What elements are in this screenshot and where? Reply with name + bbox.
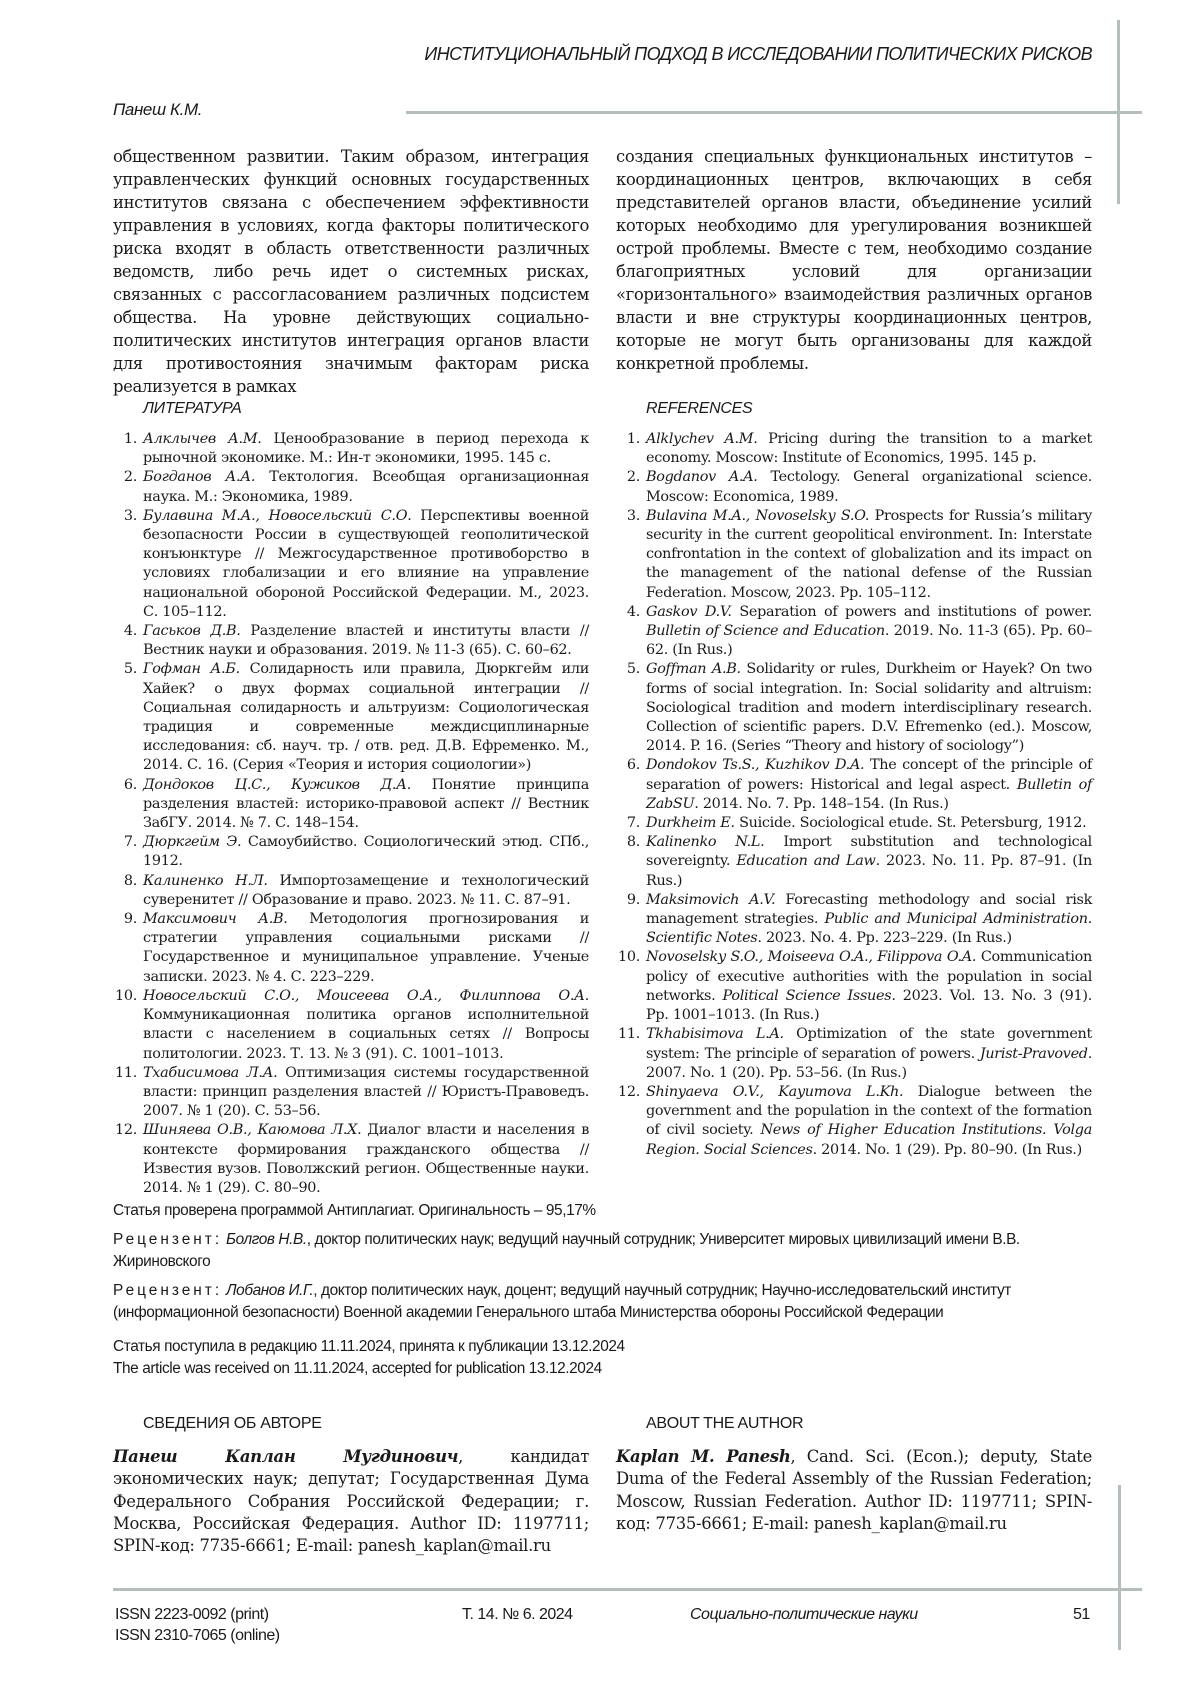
references-section xyxy=(616,400,1092,1160)
ref-tail: . 2019. No. 11-3 (65). Pp. 60–62. (In Rus.) xyxy=(646,623,1092,659)
literature-item xyxy=(113,987,589,1064)
ref-number: 3. xyxy=(626,507,640,524)
ref-authors: Alklychev A.M. xyxy=(646,431,758,447)
reference-item xyxy=(616,603,1092,661)
reference-item xyxy=(616,948,1092,1025)
reference-item xyxy=(616,833,1092,891)
ref-text: Separation of powers and institutions of power. xyxy=(731,603,1092,620)
ref-authors: Bogdanov A.A. xyxy=(646,469,758,486)
ref-authors: Shinyaeva O.V., Kayumova L.Kh. xyxy=(646,1083,904,1100)
author-heading-ru: СВЕДЕНИЯ ОБ АВТОРЕ xyxy=(143,1415,322,1432)
reference-item xyxy=(616,814,1092,833)
reviewer-label: Рецензент: xyxy=(113,1231,223,1248)
ref-number: 5. xyxy=(626,661,640,678)
ref-number: 2. xyxy=(626,469,640,486)
ref-journal: Jurist-Pravoved xyxy=(979,1045,1088,1062)
ref-text: Tectology. General organizational science. Moscow: Economica, 1989. xyxy=(646,469,1092,505)
literature-item xyxy=(113,507,589,622)
ref-text: Solidarity or rules, Durkheim or Hayek? On two forms of social integration. In: Social solidarity and altruism: Sociological tradition and modern interdisciplinary research. Collection of scientific papers. D.V. Efremenko (ed.). Moscow, 2014. P. 16. (Series “Theory and history of sociology”) xyxy=(646,661,1092,755)
ref-text: Import substitution and technological sovereignty. xyxy=(646,834,1092,870)
ref-tail: . 2023. Vol. 13. No. 3 (91). Pp. 1001–1013. (In Rus.) xyxy=(646,987,1092,1024)
reference-item xyxy=(616,468,1092,506)
author-name-ru: Панеш Каплан Мугдинович xyxy=(113,1447,459,1466)
ref-tail: . 2014. No. 1 (29). Pp. 80–90. (In Rus.) xyxy=(812,1141,1082,1158)
ref-text: Разделение властей и институты власти // Вестник науки и образования. 2019. № 11-3 (65). С. 60–62. xyxy=(143,623,589,659)
ref-text: Forecasting methodology and social risk management strategies. xyxy=(646,891,1093,928)
reviewer-details: , доктор политических наук, доцент; ведущий научный сотрудник; Научно-исследовательский институт (информационной безопасности) Военной академии Генерального штаба Министерства обороны Российской Федерации xyxy=(113,1282,1011,1321)
footer-issn xyxy=(115,1604,280,1646)
ref-tail: . 2014. No. 7. Pp. 148–154. (In Rus.) xyxy=(694,795,949,812)
ref-authors: Дондоков Ц.С., Кужиков Д.А. xyxy=(143,776,412,793)
ref-number: 4. xyxy=(123,623,137,640)
ref-number: 10. xyxy=(618,949,640,966)
ref-text: Оптимизация системы государственной власти: принцип разделения властей // Юристъ-Правоведъ. 2007. № 1 (20). С. 53–56. xyxy=(143,1064,589,1120)
ref-authors: Максимович А.В. xyxy=(143,911,288,928)
literature-list xyxy=(113,430,589,1198)
ref-text: Dialogue between the government and the population in the context of the formation of civil society. xyxy=(646,1083,1093,1139)
literature-item xyxy=(113,1064,589,1122)
reviewer-1 xyxy=(113,1229,1103,1273)
ref-authors: Богданов А.А. xyxy=(143,469,256,486)
ref-number: 2. xyxy=(123,469,137,486)
ref-text: Suicide. Sociological etude. St. Petersburg, 1912. xyxy=(734,815,1087,832)
ref-text: Тектология. Всеобщая организационная наука. М.: Экономика, 1989. xyxy=(143,469,589,505)
body-column-right xyxy=(616,145,1092,375)
author-bio-en: , Cand. Sci. (Econ.); deputy, State Duma of the Federal Assembly of the Russian Federation; Moscow, Russian Federation. Author ID: 1197711; SPIN-код: 7735-6661; E-mail: panesh_kaplan@mail.ru xyxy=(616,1447,1092,1533)
references-list xyxy=(616,430,1092,1160)
body-column-left xyxy=(113,145,589,398)
footer-rule xyxy=(113,1588,1142,1591)
antiplagiat-note: Статья проверена программой Антиплагиат. Оригинальность – 95,17% xyxy=(113,1202,596,1219)
reference-item xyxy=(616,660,1092,756)
ref-authors: Булавина М.А., Новосельский С.О. xyxy=(143,507,412,524)
author-bio-ru: , кандидат экономических наук; депутат; Государственная Дума Федерального Собрания Российской Федерации; г. Москва, Российская Федерация. Author ID: 1197711; SPIN-код: 7735-6661; E-mail: panesh_kaplan@mail.ru xyxy=(113,1447,589,1556)
ref-journal: Bulletin of Science and Education xyxy=(646,623,885,640)
ref-number: 8. xyxy=(626,834,640,851)
ref-number: 11. xyxy=(618,1026,640,1043)
received-date-ru: Статья поступила в редакцию 11.11.2024, принята к публикации 13.12.2024 xyxy=(113,1338,625,1355)
author-name-en: Kaplan M. Panesh xyxy=(616,1447,791,1466)
references-heading: REFERENCES xyxy=(646,400,753,417)
reviewer-2 xyxy=(113,1280,1103,1324)
ref-number: 3. xyxy=(123,507,137,524)
ref-number: 4. xyxy=(626,603,640,620)
ref-text: Ценообразование в период перехода к рыночной экономике. М.: Ин-т экономики, 1995. 145 с. xyxy=(143,431,590,467)
ref-authors: Tkhabisimova L.A. xyxy=(646,1026,784,1043)
body-paragraph-right: создания специальных функциональных институтов – координационных центров, включающих в себя представителей органов власти, объединение усилий которых необходимо для урегулирования возникшей острой проблемы. Вместе с тем, необходимо создание благоприятных условий для организации «горизонтального» взаимодействия различных органов власти и вне структуры координационных центров, которые не могут быть организованы для каждой конкретной проблемы. xyxy=(616,147,1092,373)
author-info-ru xyxy=(113,1415,589,1557)
running-author: Панеш К.М. xyxy=(113,100,203,119)
ref-number: 12. xyxy=(618,1083,640,1100)
author-details-en xyxy=(616,1446,1092,1535)
running-title: ИНСТИТУЦИОНАЛЬНЫЙ ПОДХОД В ИССЛЕДОВАНИИ ПОЛИТИЧЕСКИХ РИСКОВ xyxy=(424,44,1092,64)
literature-item xyxy=(113,468,589,506)
ref-authors: Bulavina M.A., Novoselsky S.O. xyxy=(646,507,870,524)
ref-number: 8. xyxy=(123,872,137,889)
header-rule xyxy=(406,111,1142,114)
footer-volume: Т. 14. № 6. 2024 xyxy=(462,1606,573,1623)
decorative-vertical-line-top xyxy=(1117,20,1120,204)
ref-text: The concept of the principle of separation of powers: Historical and legal aspect. xyxy=(646,757,1093,793)
article-meta xyxy=(113,1200,1103,1380)
ref-authors: Шиняева О.В., Каюмова Л.Х. xyxy=(143,1122,362,1139)
ref-number: 1. xyxy=(123,431,137,447)
literature-item xyxy=(113,622,589,660)
reviewer-name: Лобанов И.Г. xyxy=(226,1282,314,1299)
ref-authors: Novoselsky S.O., Moiseeva O.A., Filippova O.A. xyxy=(646,949,977,966)
issn-online: ISSN 2310-7065 (online) xyxy=(115,1627,280,1644)
reference-item xyxy=(616,1025,1092,1083)
issn-print: ISSN 2223-0092 (print) xyxy=(115,1606,269,1623)
ref-text: Communication policy of executive authorities with the population in social networks. xyxy=(646,949,1093,1004)
literature-item xyxy=(113,1121,589,1198)
ref-tail: . 2023. No. 11. Pp. 87–91. (In Rus.) xyxy=(646,853,1092,889)
reference-item xyxy=(616,1083,1092,1160)
literature-item xyxy=(113,430,589,468)
ref-text: Солидарность или правила, Дюркгейм или Хайек? о двух формах социальной интеграции // Социальная солидарность и альтруизм: Социологическая традиция и современные междисциплинарные исследования: сб. науч. тр. / отв. ред. Д.В. Ефременко. М., 2014. С. 16. (Серия «Теория и история социологии») xyxy=(143,661,590,774)
ref-text: Prospects for Russia’s military security in the current geopolitical environment. In: Interstate confrontation in the context of globalization and its impact on the management of the national defense of the Russian Federation. Moscow, 2023. Pp. 105–112. xyxy=(646,507,1092,601)
ref-number: 6. xyxy=(626,757,640,774)
ref-text: Понятие принципа разделения властей: историко-правовой аспект // Вестник ЗабГУ. 2014. № 7. С. 148–154. xyxy=(143,776,589,832)
reviewer-name: Болгов Н.В. xyxy=(226,1231,307,1248)
ref-number: 7. xyxy=(123,834,137,851)
ref-authors: Тхабисимова Л.А. xyxy=(143,1064,278,1081)
page-number: 51 xyxy=(1073,1606,1090,1623)
ref-tail: . 2023. No. 4. Pp. 223–229. (In Rus.) xyxy=(757,930,1012,947)
ref-journal: Public and Municipal Administration. Scientific Notes xyxy=(646,911,1092,947)
literature-heading: ЛИТЕРАТУРА xyxy=(143,400,242,417)
ref-authors: Durkheim E. xyxy=(646,815,735,832)
footer-journal-title: Социально-политические науки xyxy=(690,1606,918,1623)
ref-text: Самоубийство. Социологический этюд. СПб., 1912. xyxy=(143,834,589,870)
ref-authors: Гаськов Д.В. xyxy=(143,623,241,640)
ref-authors: Kalinenko N.L. xyxy=(646,834,765,851)
ref-authors: Гофман А.Б. xyxy=(143,661,240,678)
ref-number: 6. xyxy=(123,776,137,793)
ref-authors: Maksimovich A.V. xyxy=(646,891,776,908)
ref-text: Импортозамещение и технологический суверенитет // Образование и право. 2023. № 11. С. 87–91. xyxy=(143,872,590,908)
received-date-en: The article was received on 11.11.2024, accepted for publication 13.12.2024 xyxy=(113,1360,602,1377)
ref-number: 11. xyxy=(115,1064,137,1081)
ref-number: 9. xyxy=(123,911,137,928)
ref-journal: Bulletin of ZabSU xyxy=(646,776,1092,812)
decorative-vertical-line-bottom xyxy=(1118,1485,1121,1650)
ref-text: Pricing during the transition to a market economy. Moscow: Institute of Economics, 1995. 145 p. xyxy=(646,431,1093,467)
literature-item xyxy=(113,776,589,834)
body-paragraph-left: общественном развитии. Таким образом, интеграция управленческих функций основных государственных институтов связана с обеспечением эффективности управления в условиях, когда факторы политического риска входят в область ответственности различных ведомств, либо речь идет о системных рисках, связанных с рассогласованием различных подсистем общества. На уровне действующих социально-политических институтов интеграция органов власти для противостояния значимым факторам риска реализуется в рамках xyxy=(113,147,589,396)
ref-tail: . 2007. No. 1 (20). Pp. 53–56. (In Rus.) xyxy=(646,1045,1092,1081)
reviewer-label: Рецензент: xyxy=(113,1282,223,1299)
reference-item xyxy=(616,430,1092,468)
ref-authors: Новосельский С.О., Моисеева О.А., Филиппова О.А. xyxy=(143,987,589,1004)
ref-text: Перспективы военной безопасности России в существующей геополитической конъюнктуре // Межгосударственное противоборство в условиях глобализации и его влияние на управление национальной обороной Российской Федерации. М., 2023. С. 105–112. xyxy=(143,507,590,620)
reviewer-details: , доктор политических наук; ведущий научный сотрудник; Университет мировых цивилизаций имени В.В. Жириновского xyxy=(113,1231,1020,1270)
reference-item xyxy=(616,756,1092,814)
literature-item xyxy=(113,660,589,775)
literature-item xyxy=(113,833,589,871)
ref-text: Optimization of the state government system: The principle of separation of powers. xyxy=(646,1026,1092,1062)
ref-text: Методология прогнозирования и стратегии управления социальными рисками // Государственное и муниципальное управление. Ученые записки. 2023. № 4. С. 223–229. xyxy=(143,911,589,985)
ref-journal: News of Higher Education Institutions. Volga Region. Social Sciences xyxy=(646,1122,1092,1158)
ref-journal: Political Science Issues xyxy=(722,987,892,1004)
ref-number: 5. xyxy=(123,661,137,678)
ref-authors: Дюркгейм Э. xyxy=(143,834,242,851)
author-heading-en: ABOUT THE AUTHOR xyxy=(646,1415,804,1432)
literature-item xyxy=(113,910,589,987)
ref-text: Диалог власти и населения в контексте формирования гражданского общества // Известия вузов. Поволжский регион. Общественные науки. 2014. № 1 (29). С. 80–90. xyxy=(143,1122,590,1196)
ref-number: 12. xyxy=(115,1122,137,1139)
ref-text: Коммуникационная политика органов исполнительной власти с населением в социальных сетях // Вопросы политологии. 2023. Т. 13. № 3 (91). С. 1001–1013. xyxy=(143,1007,589,1062)
ref-number: 1. xyxy=(626,431,640,447)
literature-section xyxy=(113,400,589,1198)
ref-authors: Dondokov Ts.S., Kuzhikov D.A. xyxy=(646,757,865,774)
literature-item xyxy=(113,872,589,910)
ref-authors: Goffman A.B. xyxy=(646,661,741,678)
ref-authors: Калиненко Н.Л. xyxy=(143,872,268,889)
author-info-en xyxy=(616,1415,1092,1535)
ref-journal: Education and Law xyxy=(736,853,876,870)
reference-item xyxy=(616,507,1092,603)
ref-authors: Алклычев А.М. xyxy=(143,431,262,447)
ref-number: 10. xyxy=(115,987,137,1004)
author-details-ru xyxy=(113,1446,589,1557)
ref-authors: Gaskov D.V. xyxy=(646,603,732,620)
ref-number: 7. xyxy=(626,815,640,832)
ref-number: 9. xyxy=(626,891,640,908)
reference-item xyxy=(616,891,1092,949)
